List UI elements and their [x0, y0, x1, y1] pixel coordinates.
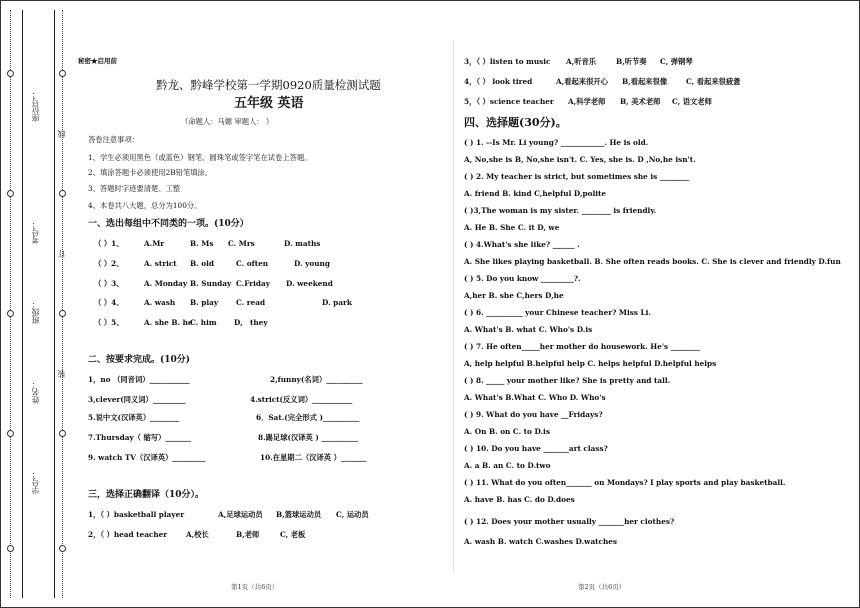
- punch-circle: [7, 430, 14, 437]
- cut-line: [62, 10, 63, 598]
- page-number: 第1页（共6页）: [231, 583, 279, 591]
- section2-item: 10.在星期二（汉译英 ）_______: [260, 453, 367, 462]
- section3-heading: 三，选择正确翻译（10分）。: [88, 490, 205, 500]
- page-divider: [453, 40, 454, 570]
- notice-heading: 答卷注意事项：: [88, 135, 140, 144]
- section4-line: A. On B. on C. to D.is: [464, 427, 550, 436]
- section2-item: 8.踢足球(汉译英 ) __________: [258, 433, 358, 442]
- punch-circle: [59, 70, 66, 77]
- section4-line: ( ) 7. He often_____her mother do housework. He's ________: [464, 342, 700, 351]
- exam-title: 黔龙、黔峰学校第一学期0920质量检测试题: [156, 78, 381, 92]
- notice-item: 1、学生必须用黑色（或蓝色）钢笔、圆珠笔或签字笔在试卷上答题。: [88, 153, 312, 162]
- section2-item: 5.说中文(汉译英）________: [88, 413, 180, 422]
- section4-line: A. What's B. what C. Who's D.is: [464, 325, 593, 334]
- seal-char-line: 线: [57, 130, 66, 138]
- section4-line: ( ) 8. _____ your mother like? She is pretty and tall.: [464, 376, 671, 385]
- section4-line: ( ) 1. --Is Mr. Li young? ____________. He is old.: [464, 138, 649, 147]
- section4-line: A. She likes playing basketball. B. She often reads books. C. She is clever and friendly D.fun: [464, 257, 841, 266]
- section4-line: A. wash B. watch C.washes D.watches: [464, 537, 618, 546]
- label-class: 班级：: [31, 300, 40, 324]
- page-1: 秘密★启用前 黔龙、黔峰学校第一学期0920质量检测试题 五年级 英语 （命题人：马嫄 审题人： ） 答卷注意事项： 1、学生必须用黑色（或蓝色）钢笔、圆珠笔或签字笔在试卷上答题。 2、填涂答题卡必须使用2B铅笔填涂。 3、答题时字迹要清楚、工整 4、本卷共八大题，总分为100分。 一、选出每组中不同类的一项。(10分） （ ）1、 A.Mr B. Ms C. Mrs D. maths （ ）2、 A. strict B. old C. often D. young （ ）3、 A. Monday B. Sunday C.Friday D. weekend （ ）4、 A. wash B. play C. read D. park （ ）5、 A. she B. he C. him D, they 二、按要求完成。(10分) 1，no （同音词）___________ 2,funny(名词）__________ 3,clever(同义词）_________ 4.strict(反义词）___________ 5.说中文(汉译英）________ 6．Sat.(完全形式 )__________ 7.Thursday（ 缩写）_______ 8.踢足球(汉译英 ) __________ 9. watch TV（汉译英）_________ 10.在星期二（汉译英 ）_______ 三，选择正确翻译（10分）。 1，（ ）basketball player A,足球运动员 B,篮球运动员 C, 运动员 2，（ ）head teacher A,校长 B,老师 C, 老板 第1页（共6页）: [78, 57, 381, 591]
- section4-line: A. have B. has C. do D.does: [464, 495, 575, 504]
- page-2: 3，（ ）listen to music A,听音乐 B,听节奏 C, 弹钢琴 4，（ ） look tired A,看起来很开心 B,看起来很像 C, 看起来很疲惫 5，（ ）science teacher A,科学老师 B, 美术老师 C, 语文老师 四、选择题(30分)。 ( ) 1. --Is Mr. Li young? ____________. He is old. A, No,she is B, No,she isn't. C. Yes, she is. D ,No,he isn't. ( ) 2. My teacher is strict, but sometimes she is ________ A. friend B. kind C,helpful D,polite ( )3,The woman is my sister. ________ is friendly. A. He B. She C. it D, we ( ) 4.What's she like? ______ . A. She likes playing basketball. B. She often reads books. C. She is clever and friendly D.fun ( ) 5. Do you know _________?. A,her B. she C,hers D,he ( ) 6. __________ your Chinese teacher? Miss Li. A. What's B. what C. Who's D.is ( ) 7. He often_____her mother do housework. He's ________ A, help helpful B.helpful help C. helps helpful D.helpful helps ( ) 8. _____ your mother like? She is pretty and tall. A. What's B.What C. Who D. Who's ( ) 9. What do you have __Fridays? A. On B. on C. to D.is ( ) 10. Do you have _______art class? A. a B. an C. to D.two ( ) 11. What do you often_______ on Mondays? I play sports and play basketball. A. have B. has C. do D.does ( ) 12. Does your mother usually _______her clothes? A. wash B. watch C.washes D.watches 第2页（共6页）: [464, 57, 841, 591]
- section4-line: ( ) 10. Do you have _______art class?: [464, 444, 608, 453]
- punch-circle: [7, 310, 14, 317]
- punch-circle: [59, 310, 66, 317]
- exam-authors: （命题人：马嫄 审题人： ）: [181, 117, 274, 126]
- label-name: 姓名：: [31, 380, 40, 404]
- section4-heading: 四、选择题(30分)。: [464, 116, 567, 129]
- binding-line: [54, 10, 55, 598]
- section4-line: A. What's B.What C. Who D. Who's: [464, 393, 606, 402]
- section2-item: 4.strict(反义词）___________: [250, 395, 353, 404]
- section2-item: 9. watch TV（汉译英）_________: [88, 453, 206, 462]
- section4-line: ( ) 4.What's she like? ______ .: [464, 240, 580, 249]
- section4-line: ( )3,The woman is my sister. ________ is friendly.: [464, 206, 657, 215]
- seal-char-pack: 装: [57, 370, 66, 378]
- seal-char-bind: 订: [57, 250, 66, 258]
- section4-line: ( ) 5. Do you know _________?.: [464, 274, 581, 283]
- punch-circle: [7, 70, 14, 77]
- section4-line: A. He B. She C. it D, we: [464, 223, 560, 232]
- section2-item: 1，no （同音词）___________: [88, 375, 190, 384]
- section4-line: A, help helpful B.helpful help C. helps helpful D.helpful helps: [464, 359, 717, 368]
- section1-heading: 一、选出每组中不同类的一项。(10分）: [88, 219, 249, 229]
- section2-item: 2,funny(名词）__________: [270, 375, 363, 384]
- binding-strip: [0, 0, 76, 608]
- punch-circle: [59, 190, 66, 197]
- section4-line: ( ) 2. My teacher is strict, but sometimes she is ________: [464, 172, 689, 181]
- section4-line: ( ) 12. Does your mother usually _______her clothes?: [464, 517, 675, 526]
- punch-circle: [7, 545, 14, 552]
- punch-circle: [59, 545, 66, 552]
- punch-circle: [59, 430, 66, 437]
- cut-line: [10, 10, 11, 598]
- page-number: 第2页（共6页）: [578, 583, 626, 591]
- section4-line: ( ) 9. What do you have __Fridays?: [464, 410, 603, 419]
- section2-item: 3,clever(同义词）_________: [88, 395, 186, 404]
- section4-line: A,her B. she C,hers D,he: [464, 291, 564, 300]
- section2-item: 6．Sat.(完全形式 )__________: [256, 413, 360, 422]
- secret-label: 秘密★启用前: [78, 57, 117, 65]
- notice-item: 3、答题时字迹要清楚、工整: [88, 184, 181, 193]
- label-student-id: 学号：: [31, 470, 40, 494]
- section2-item: 7.Thursday（ 缩写）_______: [88, 433, 191, 442]
- punch-circle: [7, 190, 14, 197]
- section4-line: ( ) 6. __________ your Chinese teacher? Miss Li.: [464, 308, 651, 317]
- section4-line: A. a B. an C. to D.two: [464, 461, 551, 470]
- section4-line: A. friend B. kind C,helpful D,polite: [464, 189, 607, 198]
- section4-line: ( ) 11. What do you often_______ on Mondays? I play sports and play basketball.: [464, 478, 786, 487]
- notice-item: 4、本卷共八大题，总分为100分。: [88, 201, 202, 210]
- exam-subject: 五年级 英语: [234, 96, 304, 111]
- label-exam-no: 考号：: [31, 220, 40, 244]
- binding-line: [22, 10, 23, 598]
- label-seat-no: 座位号：: [31, 90, 40, 122]
- section4-line: A, No,she is B, No,she isn't. C. Yes, she is. D ,No,he isn't.: [464, 155, 696, 164]
- section2-heading: 二、按要求完成。(10分): [88, 355, 191, 365]
- notice-item: 2、填涂答题卡必须使用2B铅笔填涂。: [88, 168, 213, 177]
